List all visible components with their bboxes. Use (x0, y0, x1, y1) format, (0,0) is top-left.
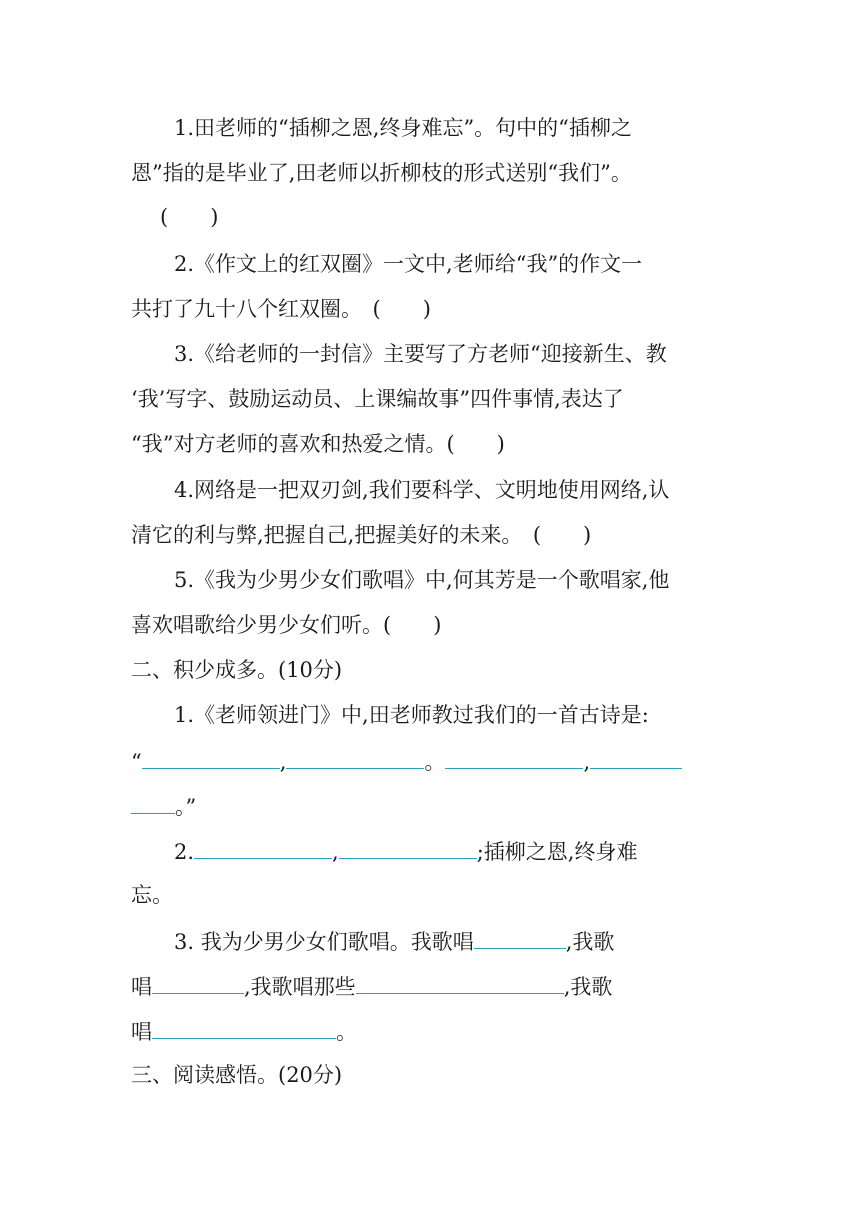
line-tail-text: 。 (336, 1020, 357, 1044)
item-tail-text: ,我歌 (565, 930, 615, 954)
fill-blank[interactable] (152, 971, 244, 994)
q1-answer-paren: ( ) (160, 205, 219, 229)
q2-line-1: 2.《作文上的红双圈》一文中,老师给“我”的作文一 (174, 252, 643, 276)
s2-item2-line-2: 忘。 (131, 883, 173, 907)
fill-blank[interactable] (152, 1016, 336, 1039)
q1-line-1: 1.田老师的“插柳之恩,终身难忘”。句中的“插柳之 (174, 116, 632, 140)
line-head-text: 唱 (131, 975, 152, 999)
fill-blank[interactable] (286, 746, 424, 769)
fill-blank[interactable] (131, 791, 175, 814)
s2-item2-line-1 (174, 836, 637, 866)
close-quote: 。” (175, 795, 197, 819)
fill-blank[interactable] (356, 971, 564, 994)
s2-item1-line-3 (131, 791, 196, 821)
q5-line-1: 5.《我为少男少女们歌唱》中,何其芳是一个歌唱家,他 (174, 568, 670, 592)
item-number: 2. (174, 840, 195, 864)
s2-item1-line-1: 1.《老师领进门》中,田老师教过我们的一首古诗是: (174, 703, 649, 727)
fill-blank[interactable] (339, 836, 477, 859)
s2-item3-line-2 (131, 971, 612, 1001)
s2-item3-line-3 (131, 1016, 357, 1046)
line-mid-text: ,我歌唱那些 (244, 975, 356, 999)
s2-item3-line-1 (174, 926, 614, 956)
fill-blank[interactable] (142, 746, 280, 769)
period: 。 (424, 750, 446, 774)
item-head-text: 3. 我为少男少女们歌唱。我歌唱 (174, 930, 474, 954)
q4-line-2: 清它的利与弊,把握自己,把握美好的未来。 ( ) (131, 523, 592, 547)
line-tail-text: ,我歌 (563, 975, 613, 999)
q3-line-1: 3.《给老师的一封信》主要写了方老师“迎接新生、教 (174, 342, 667, 366)
fill-blank[interactable] (445, 746, 583, 769)
open-quote: “ (131, 750, 142, 774)
q3-line-2: ‘我’写字、鼓励运动员、上课编故事”四件事情,表达了 (131, 387, 624, 411)
q1-line-2: 恩”指的是毕业了,田老师以折柳枝的形式送别“我们”。 (131, 161, 632, 185)
q5-line-2: 喜欢唱歌给少男少女们听。( ) (131, 613, 442, 637)
s2-item1-line-2 (131, 746, 682, 776)
comma: , (279, 750, 287, 774)
section-3-heading: 三、阅读感悟。(20分) (131, 1063, 343, 1087)
comma: , (332, 840, 339, 864)
line-head-text: 唱 (131, 1020, 152, 1044)
item-tail-text: ;插柳之恩,终身难 (476, 840, 638, 864)
fill-blank[interactable] (590, 746, 682, 769)
q2-line-2: 共打了九十八个红双圈。 ( ) (131, 297, 431, 321)
fill-blank[interactable] (194, 836, 332, 859)
comma: , (583, 750, 591, 774)
fill-blank[interactable] (474, 926, 566, 949)
section-2-heading: 二、积少成多。(10分) (131, 658, 343, 682)
q3-line-3: “我”对方老师的喜欢和热爱之情。( ) (131, 432, 505, 456)
q4-line-1: 4.网络是一把双刃剑,我们要科学、文明地使用网络,认 (174, 478, 670, 502)
